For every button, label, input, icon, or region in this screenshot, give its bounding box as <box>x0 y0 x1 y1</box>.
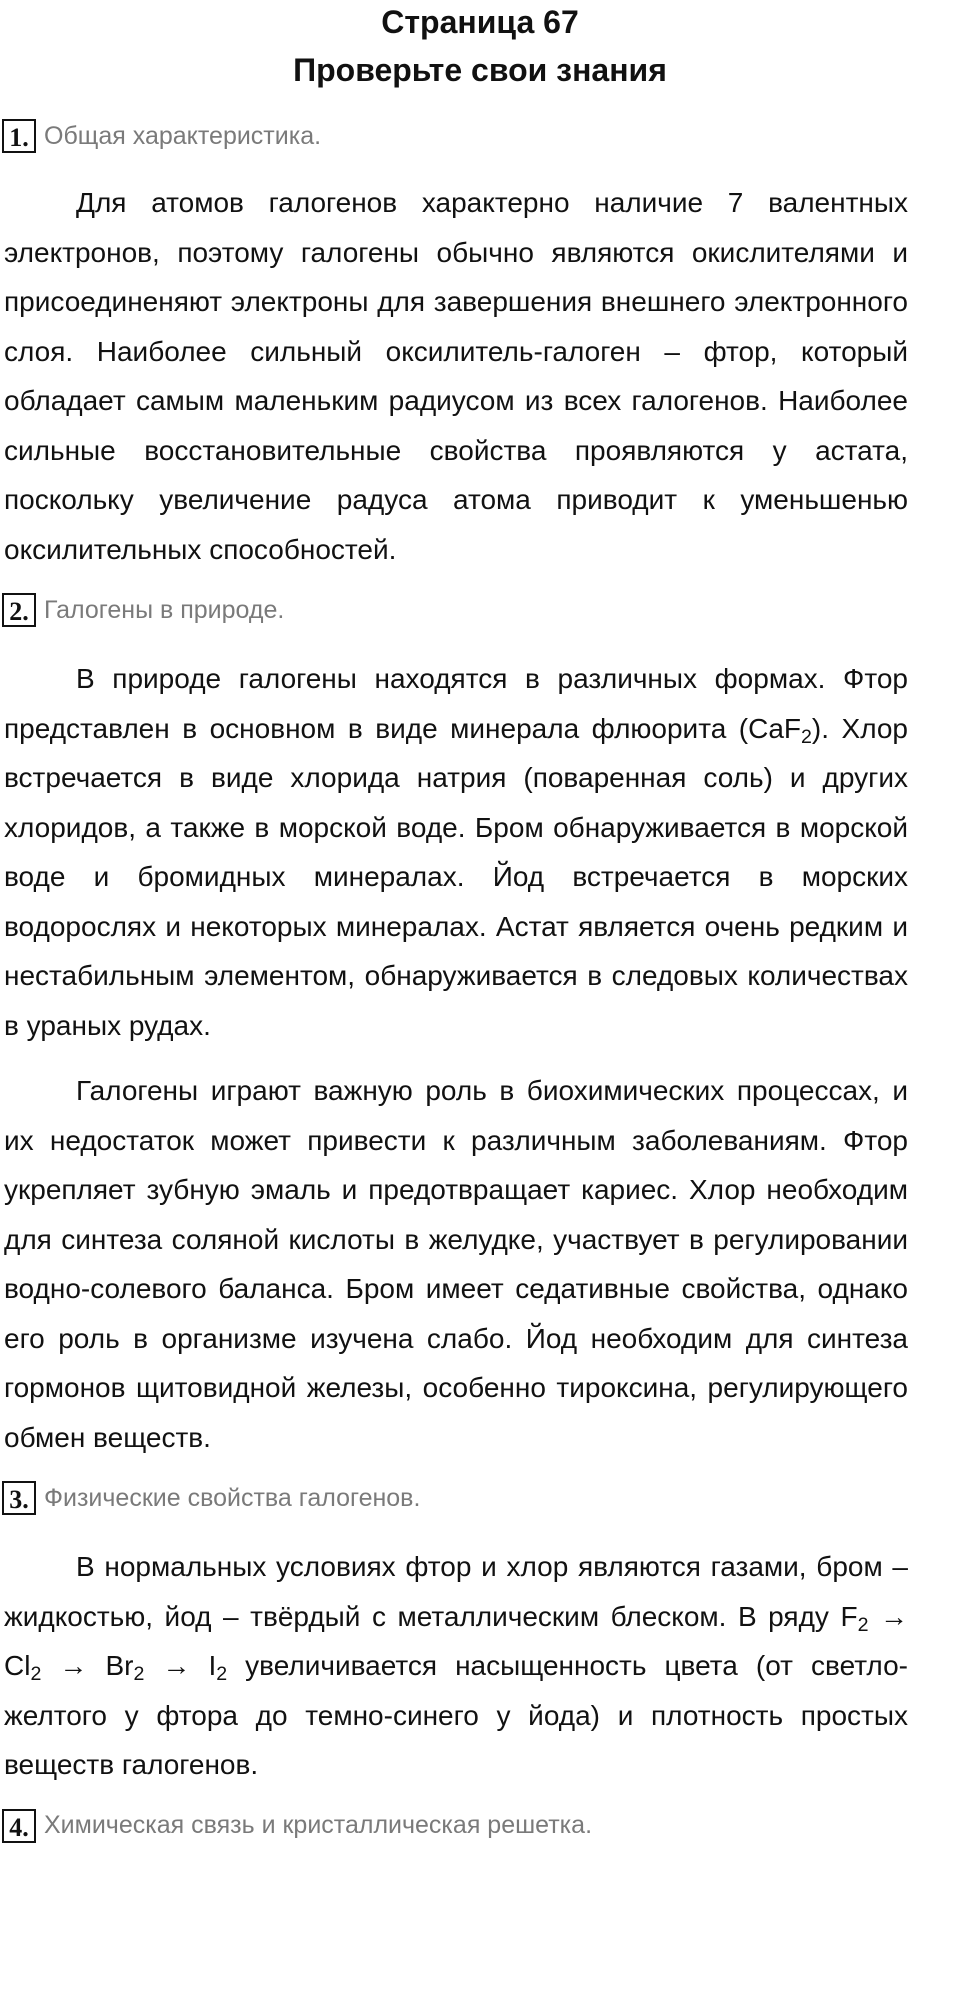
section-2-heading <box>2 590 960 630</box>
section-3-heading <box>2 1478 960 1518</box>
halogen-formula-cl: $Cl_2$ <box>4 1650 42 1685</box>
section-1-heading <box>2 116 960 156</box>
arrow-icon: → <box>144 1650 209 1681</box>
arrow-icon: → <box>41 1650 106 1681</box>
page-subtitle: Проверьте свои знания <box>293 52 667 88</box>
section-3-paragraph <box>0 1542 912 1790</box>
section-2-paragraph-2: Галогены играют важную роль в биохимических процессах, и их недостаток может привести к различным заболеваниям. Фтор укрепляет зубную эмаль и предотвращает кариес. Хлор необходим для синтеза соляной кислоты в желудке, участвует в регулировании водно-солевого баланса. Бром имеет седативные свойства, однако его роль в организме изучена слабо. Йод необходим для синтеза гормонов щитовидной железы, особенно тироксина, регулирующего обмен веществ. <box>4 1075 908 1453</box>
section-1-paragraph: Для атомов галогенов характерно наличие 7 валентных электронов, поэтому галогены обычно являются окислителями и присоединеняют электроны для завершения внешнего электронного слоя. Наиболее сильный оксилитель-галоген – фтор, который обладает самым маленьким радиусом из всех галогенов. Наиболее сильные восстановительные свойства проявляются у астата, поскольку увеличение радуса атома приводит к уменьшенью оксилительных способностей. <box>4 187 908 565</box>
caf2-subscript: 2 <box>801 725 812 748</box>
arrow-icon: → <box>868 1600 908 1632</box>
section-2-paragraph-1 <box>0 654 912 1050</box>
formula-subscript: 2 <box>216 1662 228 1685</box>
section-2-paragraph-1-before: В природе галогены находятся в различных формах. Фтор представлен в основном в виде минерала флюорита (CaF <box>4 663 908 744</box>
formula-subscript: 2 <box>133 1662 145 1685</box>
section-4-title: Химическая связь и кристаллическая решетка. <box>44 1811 593 1839</box>
section-1-title: Общая характеристика. <box>44 121 322 150</box>
section-3-paragraph-before: В нормальных условиях фтор и хлор являются газами, бром – жидкостью, йод – твёрдый с металлическим блеском. В ряду <box>4 1551 908 1632</box>
halogen-formula-br: $Br_2$ <box>105 1650 145 1685</box>
section-3-paragraph-after: увеличивается насыщенность цвета (от светло-желтого у фтора до темно-синего у йода) и плотность простых веществ галогенов. <box>4 1650 908 1780</box>
section-4-number-box: 4. <box>2 1809 36 1843</box>
page-number-title: Страница 67 <box>381 4 579 40</box>
section-3-number-box: 3. <box>2 1481 36 1515</box>
halogen-formula-i: $I_2$ <box>208 1650 228 1685</box>
section-2-paragraph-1-after: ). Хлор встречается в виде хлорида натрия (поваренная соль) и других хлоридов, а также в морской воде. Бром обнаруживается в морской воде и бромидных минералах. Йод встречается в морских водорослях и некоторых минералах. Астат является очень редким и нестабильным элементом, обнаруживается в следовых количествах в ураных рудах. <box>4 712 908 1041</box>
section-2-title: Галогены в природе. <box>44 595 285 624</box>
section-1-number-box: 1. <box>2 119 36 153</box>
section-4-heading <box>2 1806 960 1846</box>
page-header <box>0 0 960 92</box>
section-3-title: Физические свойства галогенов. <box>44 1483 421 1512</box>
formula-subscript: 2 <box>857 1613 869 1636</box>
section-2-number-box: 2. <box>2 593 36 627</box>
halogen-formula-f: $F_2$ <box>840 1600 869 1636</box>
formula-subscript: 2 <box>30 1662 42 1685</box>
